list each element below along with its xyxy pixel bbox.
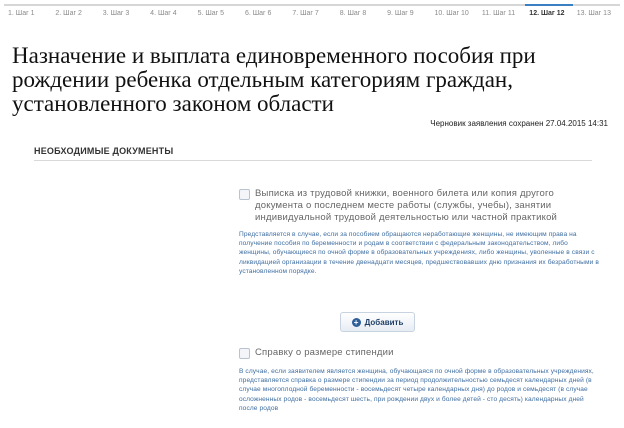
step-tab-11[interactable]: 11. Шаг 11 [478,4,525,17]
step-tab-8[interactable]: 8. Шаг 8 [336,4,383,17]
step-tab-6[interactable]: 6. Шаг 6 [241,4,288,17]
step-tab-1[interactable]: 1. Шаг 1 [4,4,51,17]
document-checkbox-scholarship[interactable] [239,348,250,359]
step-tab-9[interactable]: 9. Шаг 9 [383,4,430,17]
step-tab-10[interactable]: 10. Шаг 10 [431,4,478,17]
draft-saved-status: Черновик заявления сохранен 27.04.2015 14:31 [430,119,608,128]
step-tab-3[interactable]: 3. Шаг 3 [99,4,146,17]
document-item-employment-record [239,188,569,224]
page-title: Назначение и выплата единовременного пособия при рождении ребенка отдельным категориям граждан, установленного законом области [12,43,536,116]
document-checkbox-employment-record[interactable] [239,189,250,200]
step-tab-12-current[interactable]: 12. Шаг 12 [525,4,572,17]
document-hint-employment-record: Представляется в случае, если за пособием обращаются неработающие женщины, не имеющим права на получение пособия по беременности и родам в соответствии с федеральным законодательством, либо женщины, обучающиеся по очной форме в образовательных учреждениях, либо женщины, уволенные в связи с ликвидацией организации в течение двенадцати месяцев, предшествовавших дню признания их безработными в установленном порядке. [239,231,599,275]
document-label-employment-record: Выписка из трудовой книжки, военного билета или копия другого документа о последнем месте работы (службы, учебы), занятии индивидуальной трудовой деятельностью или частной практикой [255,188,558,223]
step-tab-4[interactable]: 4. Шаг 4 [146,4,193,17]
section-title: НЕОБХОДИМЫЕ ДОКУМЕНТЫ [34,146,174,156]
add-document-button[interactable] [340,312,415,332]
step-progress-bar [4,4,620,17]
step-tab-5[interactable]: 5. Шаг 5 [194,4,241,17]
step-tab-2[interactable]: 2. Шаг 2 [51,4,98,17]
step-tab-13[interactable]: 13. Шаг 13 [573,4,620,17]
add-button-label: Добавить [364,317,404,327]
section-divider [34,160,592,161]
document-label-scholarship: Справку о размере стипендии [255,347,394,358]
plus-icon: + [352,318,361,327]
document-item-scholarship [239,347,569,359]
document-hint-scholarship: В случае, если заявителем является женщина, обучающаяся по очной форме в образовательных учреждениях, представляется справка о размере стипендии за период продолжительностью семьдесят календарных дней (в случае многоплодной беременности - восемьдесят четыре календарных дня) до родов и семьдесят (в случае осложненных родов - восемьдесят шесть, при рождении двух и более детей - сто десять) календарных дней после родов [239,368,594,412]
step-tab-7[interactable]: 7. Шаг 7 [288,4,335,17]
